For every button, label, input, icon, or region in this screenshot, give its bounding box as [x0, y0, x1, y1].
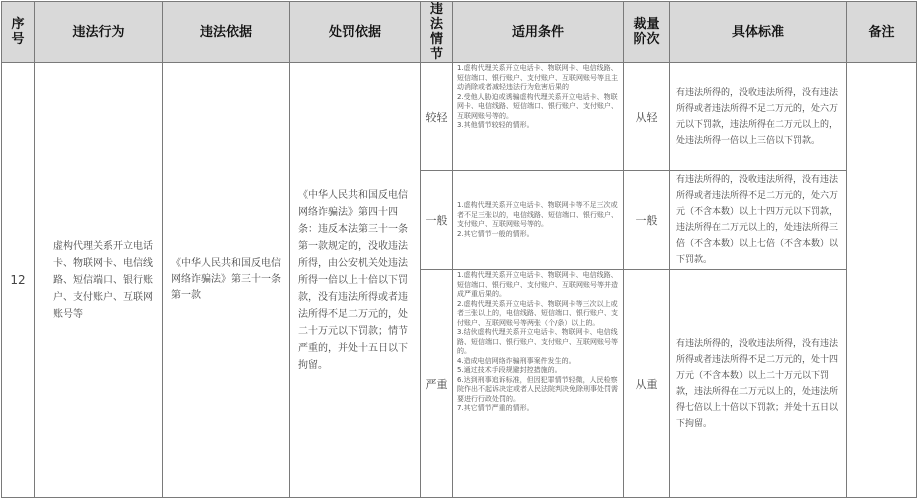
standard-normal: 有违法所得的，没收违法所得，没有违法所得或者违法所得不足二万元的，处六万元（不含本数）以上十四万元以下罚款，违法所得在二万元以上的，处违法所得三倍（不含本数）以上七倍（不含本数）以下罚款。 [670, 171, 847, 270]
seq-cell: 12 [2, 63, 35, 498]
header-seq: 序号 [2, 2, 35, 63]
header-tier: 裁量阶次 [624, 2, 670, 63]
conditions-light [453, 63, 624, 171]
penalty-basis-cell: 《中华人民共和国反电信网络诈骗法》第四十四条：违反本法第三十一条第一款规定的，没收违法所得，由公安机关处违法所得一倍以上十倍以下罚款，没有违法所得或者违法所得不足二万元的，处二十万元以下罚款；情节严重的，并处十五日以下拘留。 [290, 63, 421, 498]
penalty-discretion-table [1, 1, 917, 498]
circumstance-severe: 严重 [421, 270, 453, 498]
header-conditions: 适用条件 [453, 2, 624, 63]
condition-item: 7.其它情节严重的情形。 [457, 404, 534, 412]
condition-item: 1.虚构代理关系开立电话卡、物联网卡、电信线路、短信端口、银行账户、支付账户、互联网账号等并造成严重后果的。 [457, 271, 618, 298]
header-penalty-basis: 处罚依据 [290, 2, 421, 63]
basis-cell: 《中华人民共和国反电信网络诈骗法》第三十一条第一款 [163, 63, 290, 498]
header-row [2, 2, 917, 63]
condition-item: 5.通过技术手段规避封控措施的。 [457, 366, 562, 374]
remarks-cell [847, 63, 917, 498]
condition-item: 1.虚构代理关系开立电话卡、物联网卡等不足三次或者不足三张以的，电信线路、短信端口、银行账户、支付账户、互联网账号等的。 [457, 201, 618, 228]
header-standard: 具体标准 [670, 2, 847, 63]
header-basis: 违法依据 [163, 2, 290, 63]
condition-item: 4.造成电信网络诈骗刑事案件发生的。 [457, 356, 576, 365]
condition-item: 3.其他情节较轻的情形。 [457, 121, 534, 129]
standard-light: 有违法所得的，没收违法所得，没有违法所得或者违法所得不足二万元的，处六万元以下罚款，违法所得在二万元以上的，处违法所得一倍以上三倍以下罚款。 [670, 63, 847, 171]
condition-item: 1.虚构代理关系开立电话卡、物联网卡、电信线路、短信端口、银行账户、支付账户、互联网账号等且主动消除或者减轻违法行为危害后果的 [457, 64, 618, 91]
condition-item: 3.结伙虚构代理关系开立电话卡、物联网卡、电信线路、短信端口、银行账户、支付账户、互联网账号等的。 [457, 328, 618, 355]
tier-normal: 一般 [624, 171, 670, 270]
condition-item: 6.达到刑事追诉标准，但因犯罪情节轻微，人民检察院作出不起诉决定或者人民法院判决免除刑事处罚需要进行行政处罚的。 [457, 375, 618, 403]
tier-severe: 从重 [624, 270, 670, 498]
header-behavior: 违法行为 [35, 2, 163, 63]
table-row [2, 63, 917, 171]
header-remarks: 备注 [847, 2, 917, 63]
tier-light: 从轻 [624, 63, 670, 171]
conditions-normal [453, 171, 624, 270]
condition-item: 2.虚构代理关系开立电话卡、物联网卡等三次以上或者三张以上的，电信线路、短信端口、银行账户、支付账户、互联网账号等两张（个/条）以上的。 [457, 299, 618, 327]
conditions-severe [453, 270, 624, 498]
header-circumstance: 违法情节 [421, 2, 453, 63]
condition-item: 2.其它情节一般的情形。 [457, 229, 534, 238]
circumstance-light: 较轻 [421, 63, 453, 171]
behavior-cell: 虚构代理关系开立电话卡、物联网卡、电信线路、短信端口、银行账户、支付账户、互联网账号等 [35, 63, 163, 498]
circumstance-normal: 一般 [421, 171, 453, 270]
condition-item: 2.受他人胁迫或诱骗虚构代理关系开立电话卡、物联网卡、电信线路、短信端口、银行账户、支付账户、互联网账号等的。 [457, 92, 618, 120]
standard-severe: 有违法所得的，没收违法所得，没有违法所得或者违法所得不足二万元的，处十四万元（不含本数）以上二十万元以下罚款，违法所得在二万元以上的，处违法所得七倍以上十倍以下罚款；并处十五日以下拘留。 [670, 270, 847, 498]
